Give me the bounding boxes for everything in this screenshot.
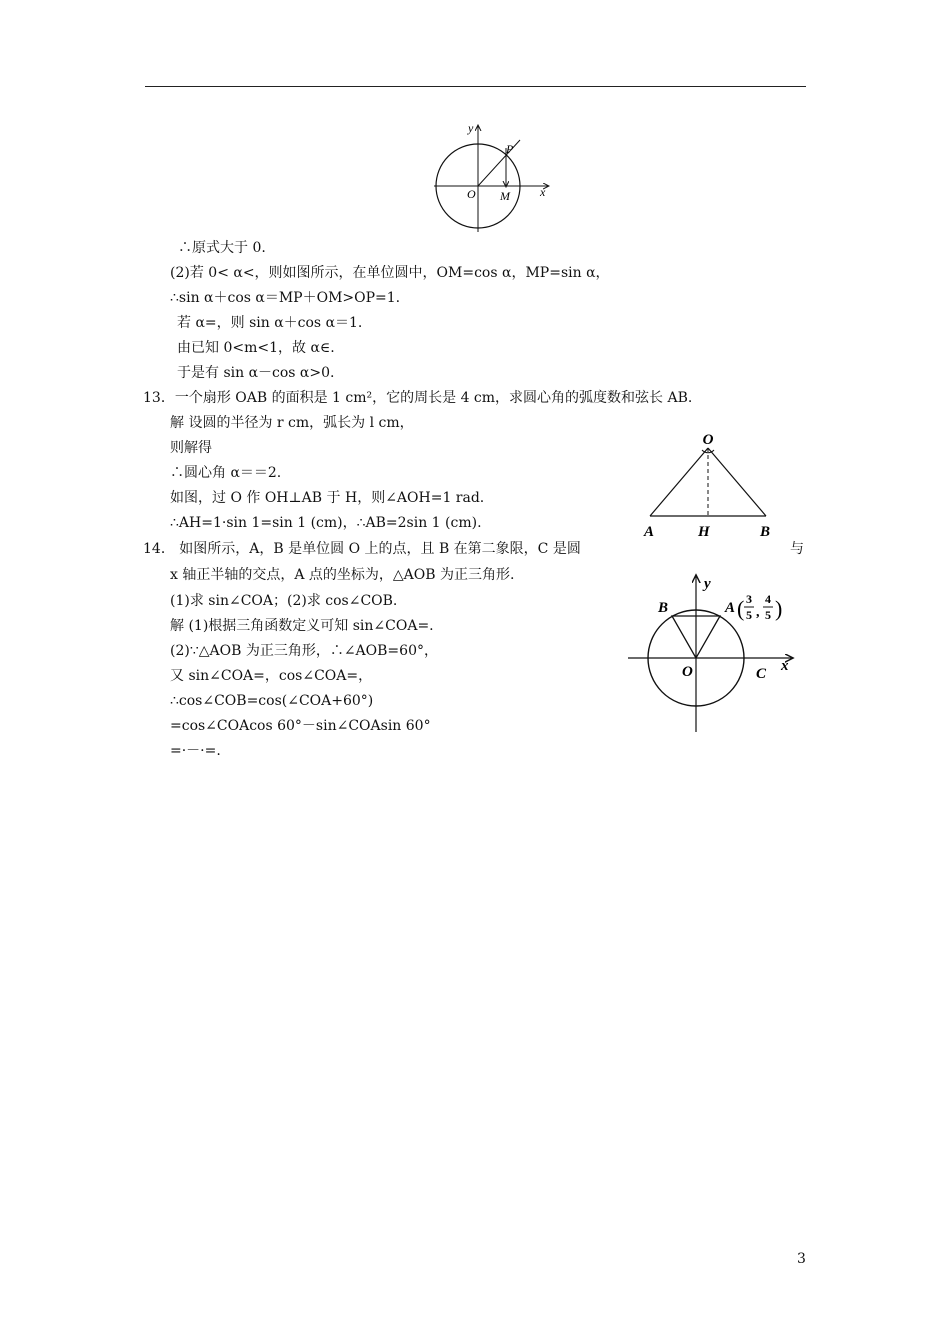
fig2-a-label: A bbox=[644, 524, 655, 540]
text-line-2: (2)若 0< α<，则如图所示，在单位圆中，OM=cos α，MP=sin α， bbox=[170, 265, 610, 281]
text-line-12: ∴AH=1·sin 1=sin 1 (cm)，∴AB=2sin 1 (cm). bbox=[170, 515, 482, 531]
problem-13-statement: 13．一个扇形 OAB 的面积是 1 cm²，它的周长是 4 cm，求圆心角的弧度数和弦长 AB. bbox=[143, 390, 693, 406]
text-line-18: 又 sin∠COA=，cos∠COA=， bbox=[170, 668, 373, 684]
fig3-y-label: y bbox=[704, 576, 711, 592]
fig1-o-label: O bbox=[467, 187, 476, 201]
fig3-close-paren: ) bbox=[775, 596, 783, 621]
fig3-c-label: C bbox=[756, 666, 767, 682]
triangle-figure bbox=[636, 426, 786, 542]
fig3-x-label: x bbox=[781, 658, 789, 674]
fig3-a-num1: 3 bbox=[746, 592, 752, 606]
text-line-4: 若 α=，则 sin α＋cos α＝1. bbox=[177, 315, 363, 331]
fig3-open-paren: ( bbox=[737, 596, 745, 621]
fig3-a-den1: 5 bbox=[746, 608, 752, 622]
text-line-9: 则解得 bbox=[170, 440, 212, 456]
text-line-6: 于是有 sin α－cos α>0. bbox=[177, 365, 335, 381]
text-line-5: 由已知 0<m<1，故 α∈. bbox=[177, 340, 335, 356]
fig1-p-label: P bbox=[506, 142, 514, 156]
fig2-h-label: H bbox=[698, 524, 710, 540]
text-line-16: 解 (1)根据三角函数定义可知 sin∠COA=. bbox=[170, 618, 434, 634]
fig1-y-label: y bbox=[468, 121, 474, 135]
problem-14-statement: 14． 如图所示，A，B 是单位圆 O 上的点，且 B 在第二象限，C 是圆 bbox=[143, 541, 581, 557]
fig3-a-label: A bbox=[725, 600, 736, 616]
unit-circle-triangle-figure bbox=[624, 572, 800, 736]
text-line-20: =cos∠COAcos 60°－sin∠COAsin 60° bbox=[170, 718, 431, 734]
fig1-x-label: x bbox=[540, 185, 546, 199]
text-line-3: ∴sin α＋cos α＝MP＋OM>OP=1. bbox=[170, 290, 401, 306]
fig2-o-label: O bbox=[702, 432, 714, 448]
problem-14-statement-tail: 与 bbox=[790, 541, 804, 557]
text-line-8: 解 设圆的半径为 r cm，弧长为 l cm， bbox=[170, 415, 414, 431]
fig3-comma: , bbox=[756, 605, 760, 620]
text-line-14: x 轴正半轴的交点，A 点的坐标为，△AOB 为正三角形. bbox=[170, 567, 515, 583]
text-line-10: ∴圆心角 α＝＝2. bbox=[170, 465, 282, 481]
text-line-17: (2)∵△AOB 为正三角形，∴∠AOB=60°， bbox=[170, 643, 438, 659]
page-number: 3 bbox=[797, 1251, 806, 1267]
fig3-a-num2: 4 bbox=[765, 592, 771, 606]
fig3-b-label: B bbox=[658, 600, 669, 616]
text-line-11: 如图，过 O 作 OH⊥AB 于 H，则∠AOH=1 rad. bbox=[170, 490, 485, 506]
text-line-15: (1)求 sin∠COA；(2)求 cos∠COB. bbox=[170, 593, 398, 609]
text-line-1: ∴原式大于 0. bbox=[178, 240, 266, 256]
fig3-o-label: O bbox=[682, 664, 693, 680]
text-line-19: ∴cos∠COB=cos(∠COA+60°) bbox=[170, 693, 374, 709]
unit-circle-figure bbox=[430, 118, 560, 236]
text-line-21: =·－·=. bbox=[170, 743, 221, 759]
fig2-b-label: B bbox=[760, 524, 771, 540]
fig1-m-label: M bbox=[500, 189, 510, 203]
fig3-a-den2: 5 bbox=[765, 608, 771, 622]
header-rule bbox=[145, 86, 806, 87]
